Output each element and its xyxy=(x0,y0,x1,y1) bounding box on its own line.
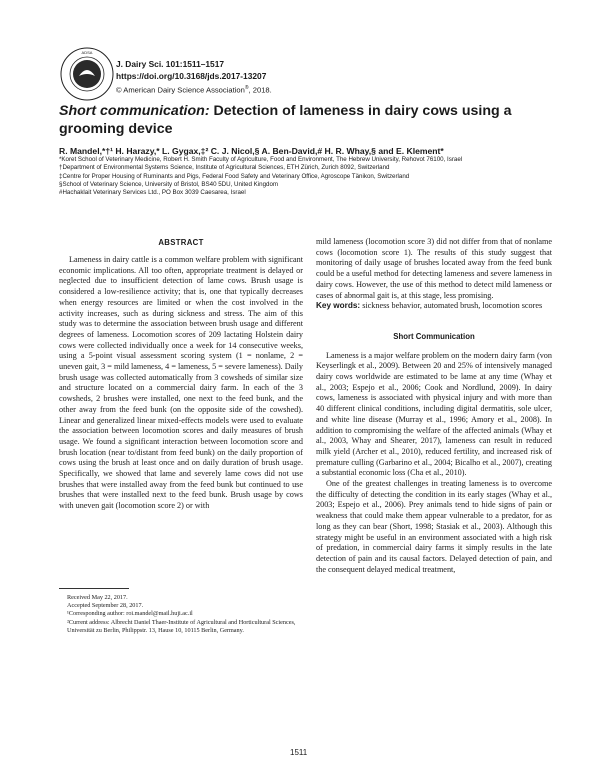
abstract-continuation: mild lameness (locomotion score 3) did not differ from that of nonlame cows (locomotion score 1). The results of this study suggest that monitoring of daily usage of brushes located away from the feed bunk could be a useful method for detecting lameness and severe lameness in dairy cows. However, the use of this method to detect mild lameness or cases of abnormal gait is, at this stage, less promising. xyxy=(316,237,552,300)
affiliation: #Hachaklait Veterinary Services Ltd., PO Box 3039 Caesarea, Israel xyxy=(59,189,246,197)
affiliations xyxy=(59,156,549,197)
copyright-line: © American Dairy Science Association®, 2018. xyxy=(116,85,272,95)
right-column xyxy=(316,237,552,575)
body-paragraph: Lameness is a major welfare problem on the modern dairy farm (von Keyserlingk et al., 2009). Between 20 and 25% of intensively managed dairy cows worldwide are estimated to be lame at any time (Whay et al., 2003; Espejo et al., 2006; Cook and Nordlund, 2009). In dairy cows, lameness is associated with physical injury and with more than 40 different clinical conditions, including digital dermatitis, sole ulcer, and white line disease (Murray et al., 1996; Amory et al., 2008). In addition to compromising the welfare of the affected animals (Whay et al., 2003, Whay and Shearer, 2017), lameness can result in reduced milk yield (Archer et al., 2010), reduced fertility, and increased risk of premature culling (Garbarino et al., 2004; Bicalho et al., 2007), creating a substantial economic loss (Cha et al., 2010). xyxy=(316,350,552,478)
journal-header xyxy=(116,58,272,97)
affiliation: *Koret School of Veterinary Medicine, Robert H. Smith Faculty of Agriculture, Food and Environment, The Hebrew University, Rehovot 76100, Israel xyxy=(59,156,463,163)
footnote-received: Received May 22, 2017. xyxy=(67,594,128,601)
affiliation: †Department of Environmental Systems Science, Institute of Agricultural Sciences, ETH Zürich, Zurich 8092, Switzerland xyxy=(59,164,390,172)
keywords-label: Key words: xyxy=(316,301,361,311)
affiliation: §School of Veterinary Science, University of Bristol, BS40 5DU, United Kingdom xyxy=(59,180,279,188)
abstract-heading: ABSTRACT xyxy=(158,238,204,247)
footnote-corresponding: ¹Corresponding author: roi.mandel@mail.huji.ac.il xyxy=(67,610,193,618)
footnote-address: ²Current address: Albrecht Daniel Thaer-Institute of Agricultural and Horticultural Sciences, Universität zu Berlin, Philippstr. 13, Hause 10, 10115 Berlin, Germany. xyxy=(67,618,296,634)
doi-link[interactable]: https://doi.org/10.3168/jds.2017-13207 xyxy=(116,71,267,81)
article-title xyxy=(59,102,549,138)
section-heading: Short Communication xyxy=(393,331,475,341)
keywords-line xyxy=(316,301,552,312)
author-list: R. Mandel,*†¹ H. Harazy,* L. Gygax,‡² C. J. Nicol,§ A. Ben-David,# H. R. Whay,§ and E. Klement* xyxy=(59,146,444,156)
page-number: 1511 xyxy=(290,748,308,757)
affiliation: ‡Centre for Proper Housing of Ruminants and Pigs, Federal Food Safety and Veterinary Office, Agroscope Tänikon, Switzerland xyxy=(59,172,410,180)
footnotes xyxy=(59,594,303,635)
title-prefix: Short communication: xyxy=(59,103,210,119)
keywords-text: sickness behavior, automated brush, locomotion scores xyxy=(360,301,543,311)
title-main: Detection of lameness in dairy cows using a grooming device xyxy=(59,103,512,137)
footnote-accepted: Accepted September 28, 2017. xyxy=(67,602,144,610)
adsa-logo-icon xyxy=(59,46,115,102)
abstract-body xyxy=(59,255,303,512)
journal-citation: J. Dairy Sci. 101:1511–1517 xyxy=(116,59,225,69)
body-paragraph: One of the greatest challenges in treating lameness is to overcome the difficulty of detecting the condition in its early stages (Whay et al., 2003; Espejo et al., 2006). Prey animals tend to hide signs of pain or weakness that could make them appear vulnerable to a predator, for as long as they can bear (Short, 1998; Stasiak et al., 2003). Although this strategy might be useful in an environment associated with a high risk of predation, in commercial dairy farms it simply results in the late detection of pain and its causal factors. Delayed detection of pain, and the consequent delayed medical treatment, xyxy=(316,479,552,574)
footnote-divider xyxy=(59,588,129,589)
abstract-text: Lameness in dairy cattle is a common welfare problem with significant economic implications. All too often, appropriate treatment is delayed or neglected due to insufficient detection of lame cows. Brush usage is considered a low-resilience activity; that is, one that typically decreases when energy resources are limited or when the cost involved in the activity increases, such as during sickness and stress. The aim of this study was to determine the association between brush usage and different degrees of lameness. Locomotion scores of 209 lactating Holstein dairy cows were collected individually once a week for 14 consecutive weeks, using a 5-point visual assessment scoring system (1 = nonlame, 2 = uneven gait, 3 = mild lameness, 4 = lameness, 5 = severe lameness). Daily brush usage was collected automatically from 3 cowsheds of similar size and structure located on a commercial dairy farm. In each of the 3 cowsheds, 2 brushes were installed, one next to the feed bunk, and the other away from the feed bunk (on the opposite side of the cowshed). Linear and generalized linear mixed-effects models were used to evaluate the association between locomotion scores and daily measures of brush usage. We found a significant interaction between locomotion score and brush location (near to/distant from feed bunk) on the daily proportion of cows using the brush at least once and on daily duration of brush usage. Specifically, we showed that lame and severely lame cows did not use brushes that were installed away from the feed bunk but continued to use brushes that were installed next to the feed bunk. Brush usage by cows with uneven gait (locomotion score 2) or with xyxy=(59,255,303,511)
svg-text:ADSA: ADSA xyxy=(81,50,93,55)
